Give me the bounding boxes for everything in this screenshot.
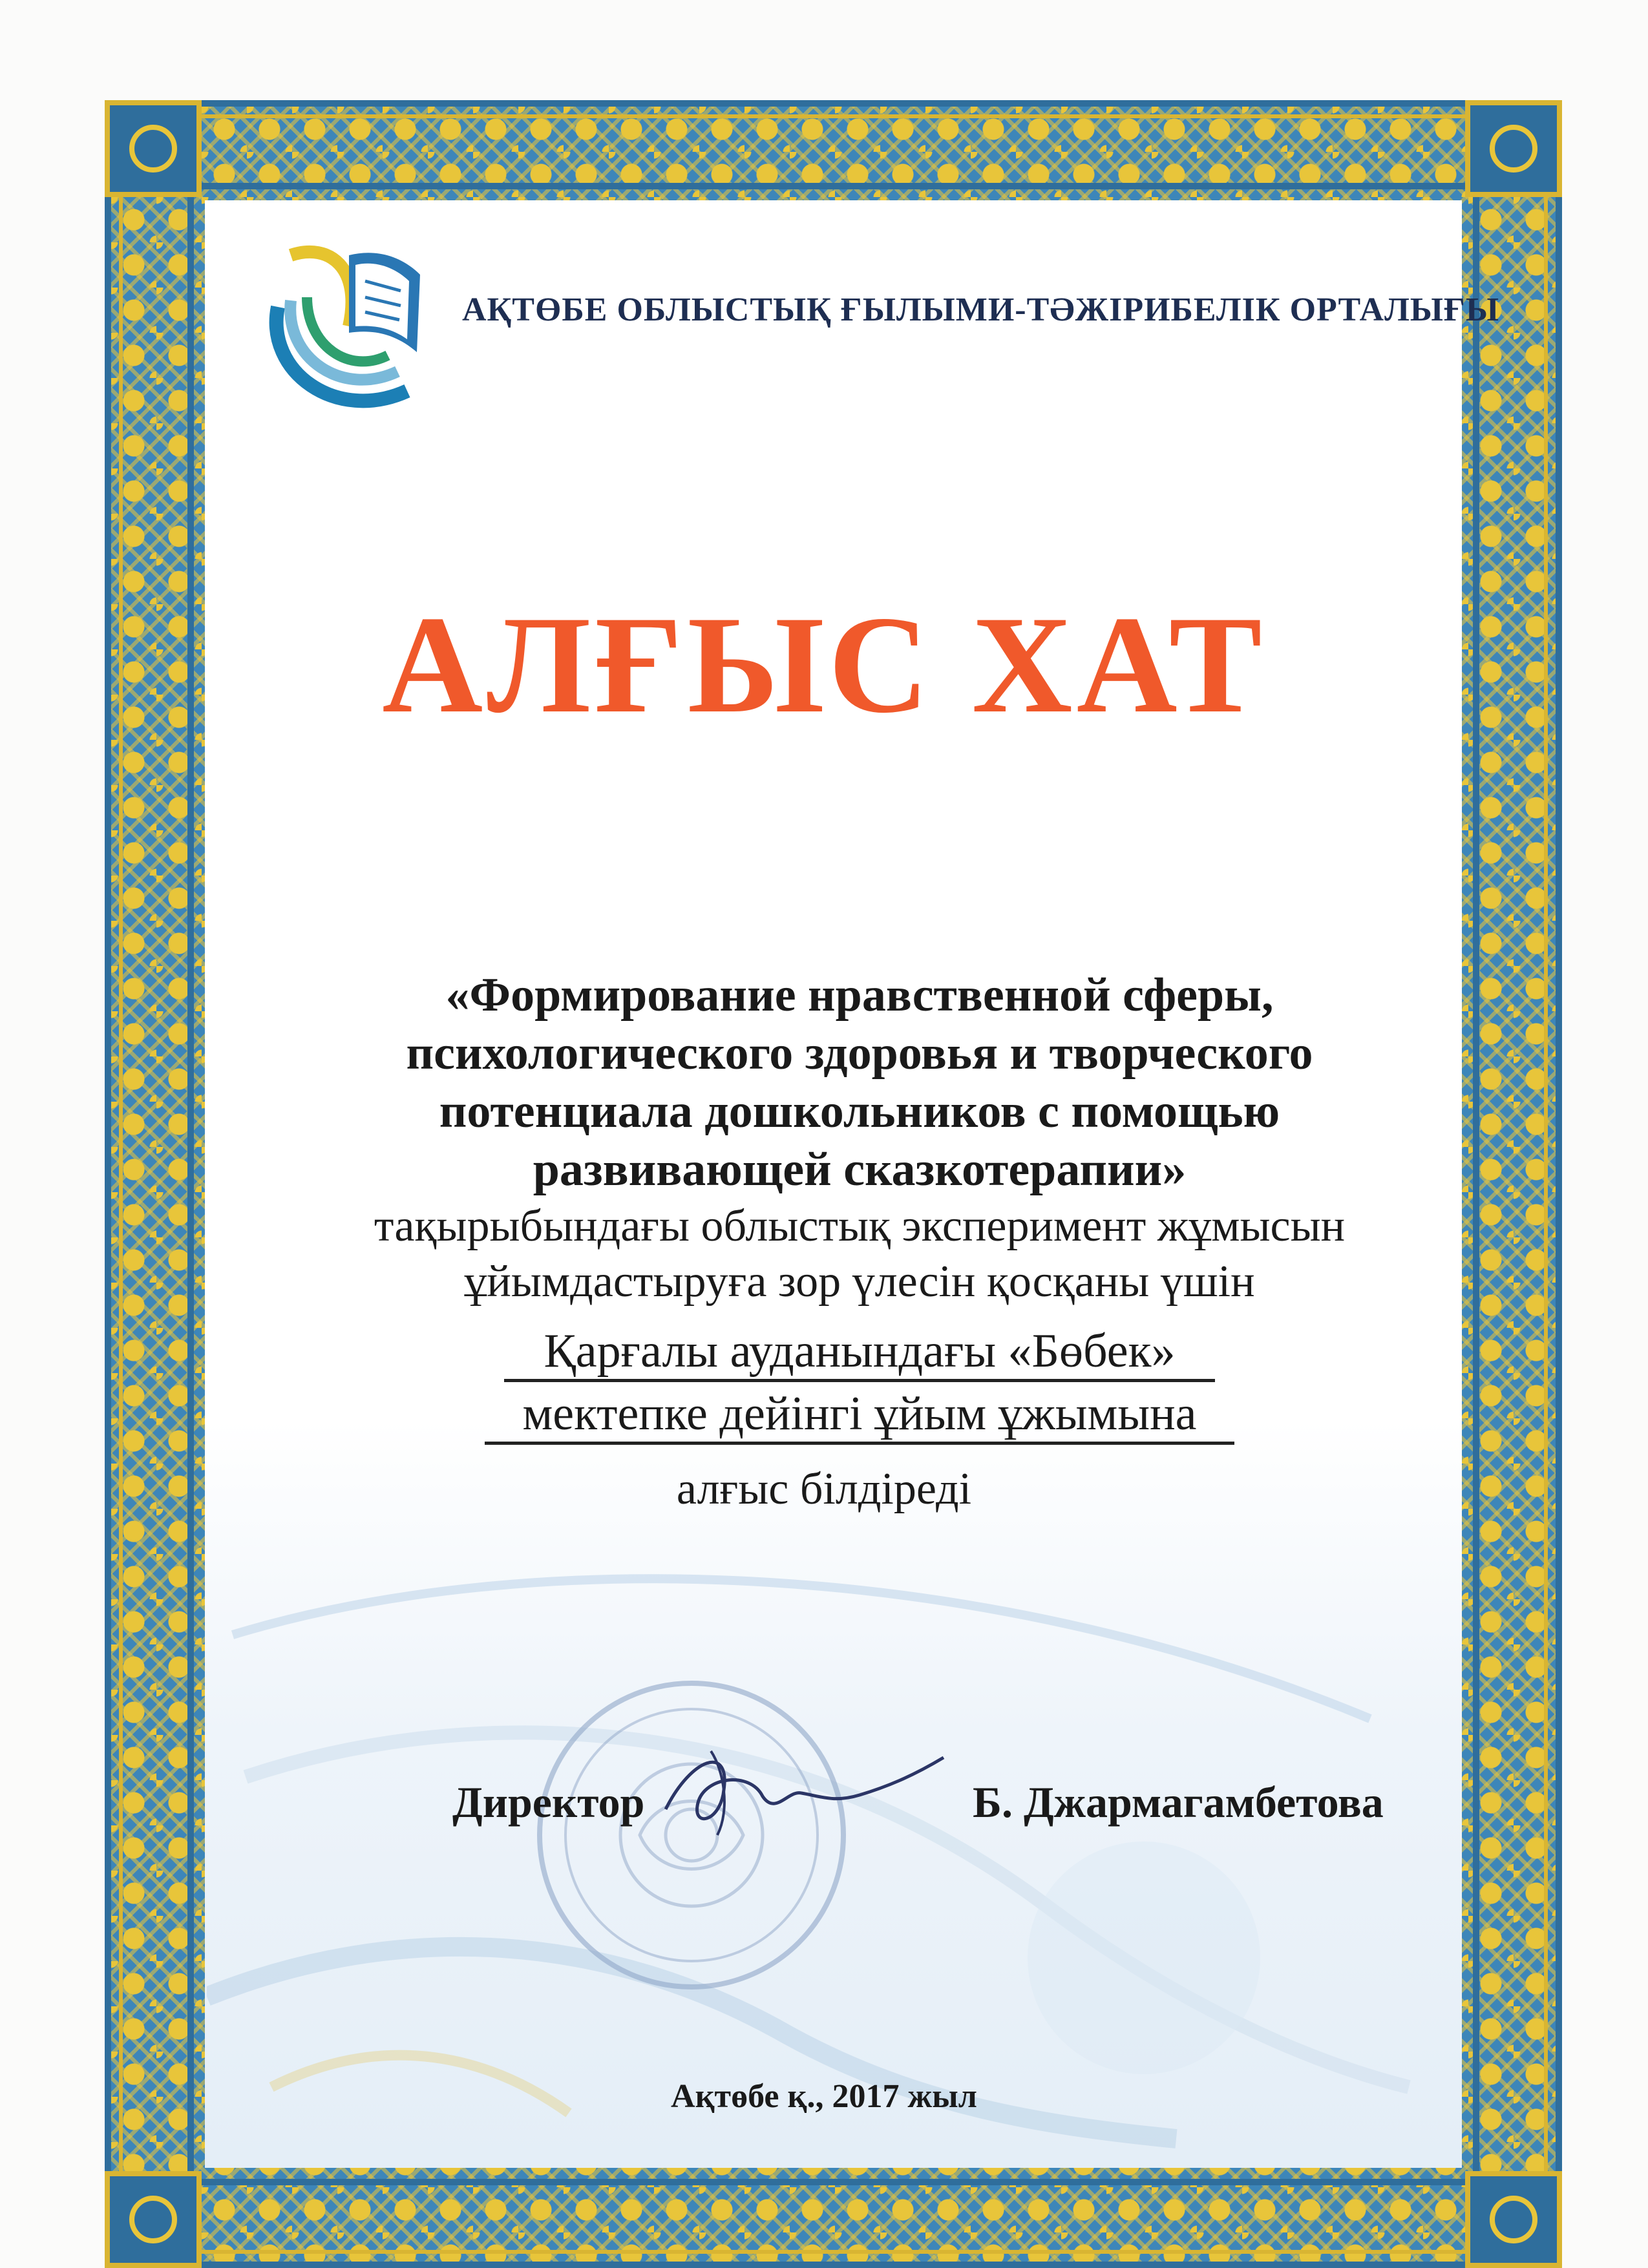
- frame-corner-top-left: [105, 100, 202, 197]
- reason-line: тақырыбындағы облыстық эксперимент жұмысын: [374, 1201, 1346, 1251]
- recipient-underline: [485, 1442, 1234, 1445]
- place-and-year: Ақтөбе қ., 2017 жыл: [671, 2078, 977, 2115]
- director-position: Директор: [452, 1778, 645, 1827]
- director-signature: [653, 1732, 956, 1842]
- reason-line: ұйымдастыруға зор үлесін қосқаны үшін: [464, 1257, 1255, 1307]
- organization-logo: [252, 229, 446, 423]
- thanks-text: алғыс білдіреді: [676, 1464, 972, 1514]
- organization-name: АҚТӨБЕ ОБЛЫСТЫҚ ҒЫЛЫМИ-ТӘЖІРИБЕЛІК ОРТАЛЫҒЫ: [462, 291, 1500, 328]
- recipient-text: [465, 1325, 1254, 1450]
- topic-line: потенциала дошкольников с помощью: [439, 1085, 1280, 1138]
- topic-line: психологического здоровья и творческого: [406, 1027, 1313, 1080]
- frame-corner-top-right: [1465, 100, 1562, 197]
- topic-text: [259, 966, 1461, 1199]
- frame-corner-bottom-right: [1465, 2171, 1562, 2268]
- certificate-title: АЛҒЫС ХАТ: [382, 587, 1266, 742]
- director-name: Б. Джармагамбетова: [973, 1778, 1384, 1827]
- topic-line: развивающей сказкотерапии»: [533, 1143, 1187, 1196]
- recipient-line: Қарғалы ауданындағы «Бөбек»: [544, 1325, 1176, 1378]
- reason-text: [259, 1199, 1461, 1310]
- frame-corner-bottom-left: [105, 2171, 202, 2268]
- recipient-underline: [504, 1379, 1215, 1382]
- topic-line: «Формирование нравственной сферы,: [445, 969, 1274, 1022]
- recipient-line: мектепке дейінгі ұйым ұжымына: [522, 1387, 1197, 1440]
